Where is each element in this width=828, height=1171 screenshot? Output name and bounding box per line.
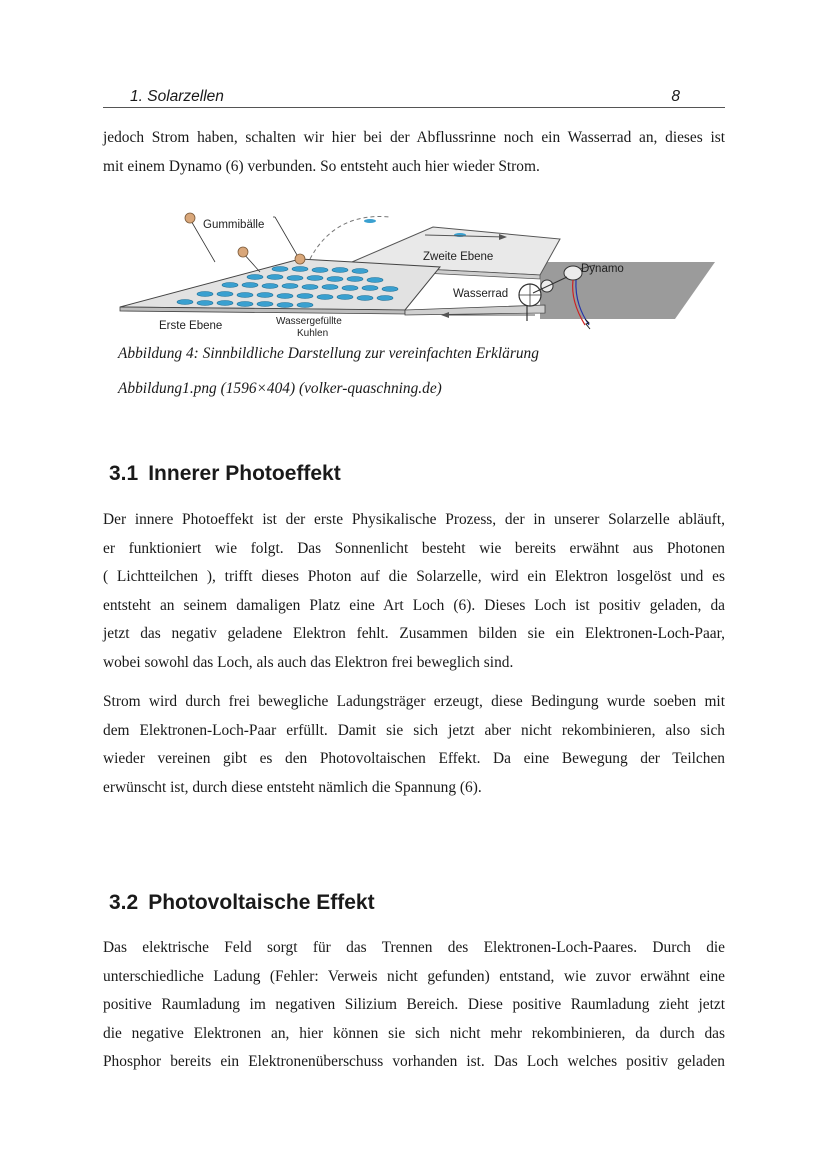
label-kuhlen-line2: Kuhlen [297,328,329,339]
text-line: jetzt das negativ geladene Elektron fehlt. Zusammen bilden sie ein Elektronen-Loch-Paar, [103,625,725,643]
section-number: 3.1 [109,462,139,485]
chapter-title: 1. Solarzellen [130,88,224,105]
rubber-ball [185,213,195,223]
text-line: ( Lichtteilchen ), trifft dieses Photon auf die Solarzelle, wird ein Elektron losgelöst und es [103,568,725,586]
section-title: Innerer Photoeffekt [148,462,341,485]
running-header [103,86,725,108]
section-1-paragraph-1 [103,506,725,678]
section-2-paragraph-1 [103,934,725,1077]
section-number: 3.2 [109,891,139,914]
text-line: entsteht an seinem damaligen Platz eine Art Loch (6). Dieses Loch ist positiv geladen, da [103,596,725,614]
text-line: wobei sowohl das Loch, als auch das Elektron frei beweglich sind. [103,653,514,671]
text-line: die negative Elektronen an, hier können sie sich nicht mehr rekombinieren, da durch das [103,1024,725,1042]
section-heading-3-1 [109,462,341,486]
text-line: unterschiedliche Ladung (Fehler: Verweis nicht gefunden) entstand, wie zuvor erwähnt eine [103,967,725,985]
label-erste-ebene: Erste Ebene [159,320,223,332]
figure-source: Abbildung1.png (1596×404) (volker-quaschning.de) [118,380,442,397]
text-line: Das elektrische Feld sorgt für das Trennen des Elektronen-Loch-Paares. Durch die [103,939,725,956]
text-line: Der innere Photoeffekt ist der erste Physikalische Prozess, der in unserer Solarzelle abläuft, [103,511,725,528]
figure-caption: Abbildung 4: Sinnbildliche Darstellung zur vereinfachten Erklärung [118,345,539,362]
section-title: Photovoltaische Effekt [148,891,375,914]
page-number: 8 [671,88,680,105]
label-zweite-ebene: Zweite Ebene [423,251,494,263]
drain-gutter [405,305,545,315]
water-drop [364,219,376,223]
text-line: jedoch Strom haben, schalten wir hier bei der Abflussrinne noch ein Wasserrad an, dieses ist [103,129,725,146]
text-line: dem Elektronen-Loch-Paar erfüllt. Damit sie sich jetzt aber nicht rekombinieren, also sich [103,721,725,739]
label-wasserrad: Wasserrad [453,288,509,300]
text-line: er funktioniert wie folgt. Das Sonnenlicht besteht wie bereits erwähnt aus Photonen [103,539,725,557]
figure-illustration [115,207,715,342]
intro-paragraph [103,124,725,181]
label-kuhlen-line1: Wassergefüllte [276,316,342,327]
rubber-ball [238,247,248,257]
section-heading-3-2 [109,891,375,915]
solar-cell-analogy-figure [115,207,715,342]
dynamo [564,266,582,280]
rubber-ball [295,254,305,264]
section-1-paragraph-2 [103,688,725,802]
text-line: mit einem Dynamo (6) verbunden. So entsteht auch hier wieder Strom. [103,157,540,175]
text-line: positive Raumladung im negativen Silizium Bereich. Diese positive Raumladung zieht jetzt [103,996,725,1014]
text-line: erwünscht ist, durch diese entsteht nämlich die Spannung (6). [103,778,482,796]
text-line: wieder vereinen gibt es den Photovoltaischen Effekt. Da eine Bewegung der Teilchen [103,750,725,768]
text-line: Strom wird durch frei bewegliche Ladungsträger erzeugt, diese Bedingung wurde soeben mit [103,693,725,710]
label-dynamo: Dynamo [581,263,624,275]
text-line: Phosphor bereits ein Elektronenüberschuss vorhanden ist. Das Loch welches positiv geladen [103,1053,725,1071]
label-gummiballe: Gummibälle [203,219,265,231]
